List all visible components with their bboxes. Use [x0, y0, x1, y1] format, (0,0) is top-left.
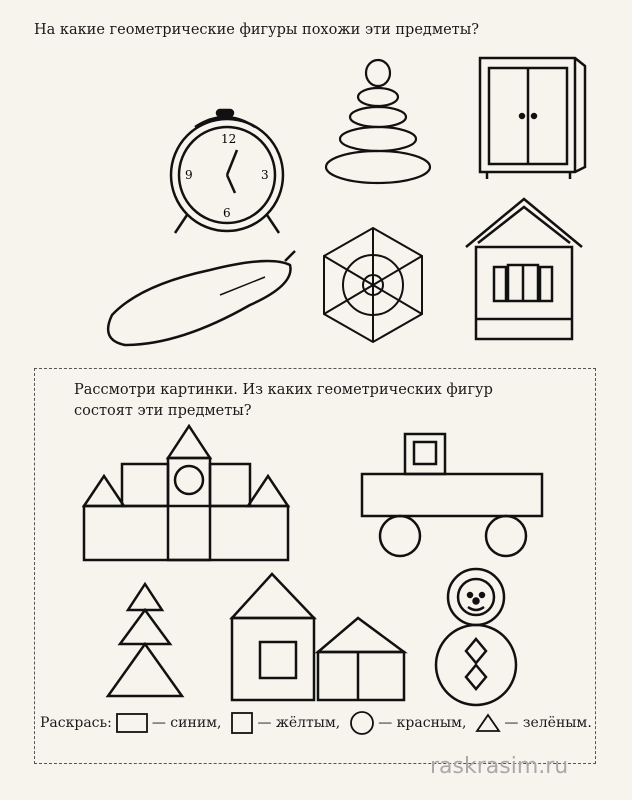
snowflake-picture	[308, 220, 438, 350]
circle-red-icon	[349, 710, 375, 736]
square-yellow-icon	[230, 711, 254, 735]
castle-figure	[82, 424, 292, 564]
clock-numeral-6: 6	[223, 206, 231, 220]
legend-item-green	[472, 713, 591, 733]
question-title-2	[74, 380, 544, 422]
legend-text-blue: — синим,	[151, 715, 222, 731]
legend-text-green: — зелёным.	[504, 715, 592, 731]
alarm-clock-picture	[165, 105, 295, 240]
square-blue-icon	[115, 712, 149, 734]
clock-numeral-9: 9	[185, 168, 193, 182]
snowman-figure	[428, 565, 528, 710]
legend-item-yellow	[227, 711, 340, 735]
truck-figure	[360, 430, 545, 560]
legend-item-red	[346, 710, 466, 736]
pyramid-toy-picture	[320, 55, 440, 190]
legend-item-blue	[112, 712, 222, 734]
legend-label: Раскрась:	[40, 715, 112, 731]
triangle-green-icon	[475, 713, 501, 733]
wardrobe-picture	[475, 52, 590, 182]
watermark: raskrasim.ru	[430, 754, 569, 779]
house-figure	[228, 570, 410, 705]
triangle-tree-figure	[100, 580, 190, 700]
cucumber-picture	[100, 245, 300, 355]
clock-numeral-3: 3	[261, 168, 269, 182]
question-title-1: На какие геометрические фигуры похожи эти предметы?	[34, 22, 480, 38]
clock-numeral-12: 12	[221, 132, 237, 146]
small-house-picture	[462, 195, 587, 345]
legend-text-yellow: — жёлтым,	[257, 715, 341, 731]
question-line-2: состоят эти предметы?	[74, 403, 252, 419]
question-line-1: Рассмотри картинки. Из каких геометрических фигур	[74, 382, 493, 398]
legend-text-red: — красным,	[378, 715, 467, 731]
coloring-legend	[40, 710, 598, 736]
